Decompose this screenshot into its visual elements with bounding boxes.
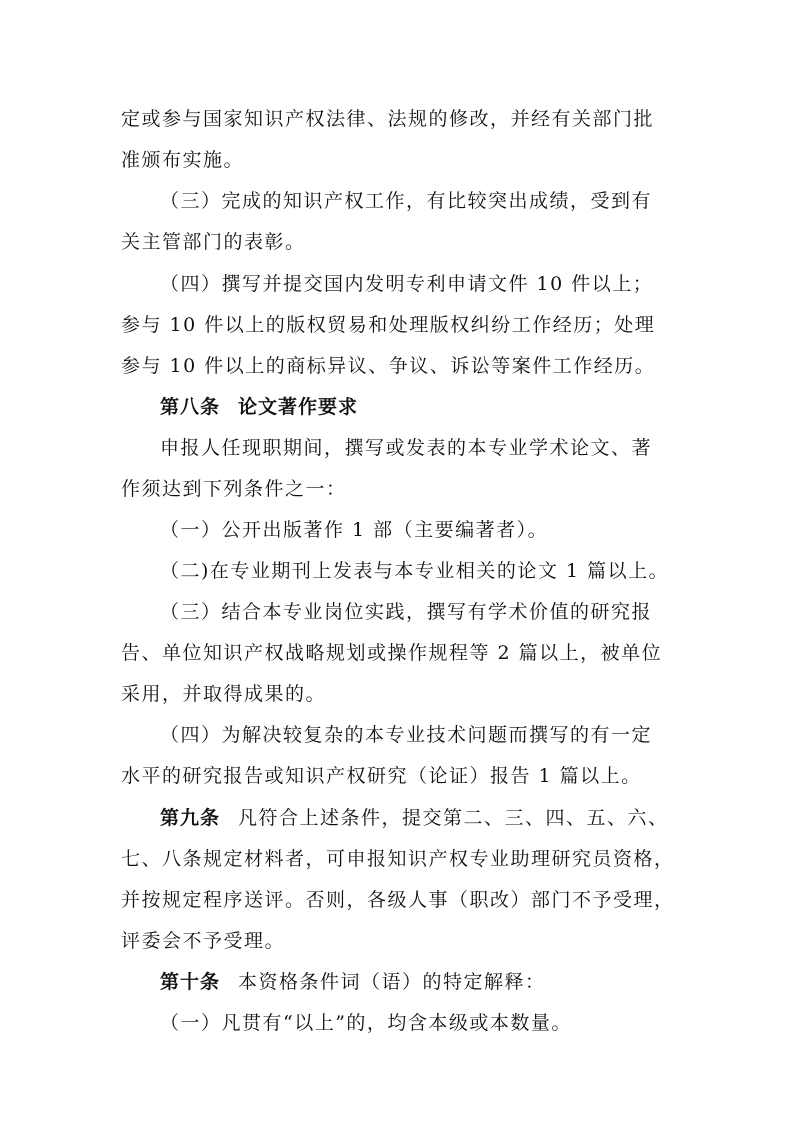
article-10-paragraph	[160, 967, 681, 997]
paragraph-text: 凡符合上述条件，提交第二、三、四、五、六、	[238, 807, 669, 829]
article-9-label: 第九条	[160, 807, 221, 829]
paragraph-line: 告、单位知识产权战略规划或操作规程等 2 篇以上，被单位	[121, 642, 663, 664]
paragraph-line: 并按规定程序送评。否则，各级人事（职改）部门不予受理，	[121, 889, 675, 911]
paragraph-line: 评委会不予受理。	[121, 930, 286, 952]
paragraph-line: 七、八条规定材料者，可申报知识产权专业助理研究员资格，	[121, 848, 675, 870]
paragraph-line: （四）为解决较复杂的本专业技术问题而撰写的有一定	[160, 724, 653, 746]
paragraph-line: （一）凡贯有“以上”的，均含本级或本数量。	[160, 1012, 572, 1034]
paragraph-line: 采用，并取得成果的。	[121, 683, 327, 705]
paragraph-line: （二)在专业期刊上发表与本专业相关的论文 1 篇以上。	[160, 560, 670, 582]
paragraph-line: 关主管部门的表彰。	[121, 231, 306, 253]
paragraph-line: 准颁布实施。	[121, 149, 245, 171]
paragraph-line: 参与 10 件以上的版权贸易和处理版权纠纷工作经历；处理	[121, 314, 656, 336]
paragraph-line: （三）完成的知识产权工作，有比较突出成绩，受到有	[160, 190, 653, 212]
paragraph-line: 参与 10 件以上的商标异议、争议、诉讼等案件工作经历。	[121, 355, 656, 377]
paragraph-line: （四）撰写并提交国内发明专利申请文件 10 件以上；	[160, 273, 654, 295]
paragraph-line: 作须达到下列条件之一：	[121, 478, 347, 500]
paragraph-line: 水平的研究报告或知识产权研究（论证）报告 1 篇以上。	[121, 765, 642, 787]
article-10-label: 第十条	[160, 971, 221, 993]
article-8-title: 论文著作要求	[238, 396, 359, 418]
article-8-label: 第八条	[160, 396, 221, 418]
paragraph-line: （一）公开出版著作 1 部（主要编著者）。	[160, 519, 549, 541]
article-8-heading	[160, 392, 681, 422]
paragraph-line: 定或参与国家知识产权法律、法规的修改，并经有关部门批	[121, 108, 655, 130]
article-9-paragraph	[160, 803, 681, 833]
paragraph-line: 申报人任现职期间，撰写或发表的本专业学术论文、著	[160, 437, 653, 459]
paragraph-line: （三）结合本专业岗位实践，撰写有学术价值的研究报	[160, 601, 653, 623]
paragraph-text: 本资格条件词（语）的特定解释：	[238, 971, 546, 993]
